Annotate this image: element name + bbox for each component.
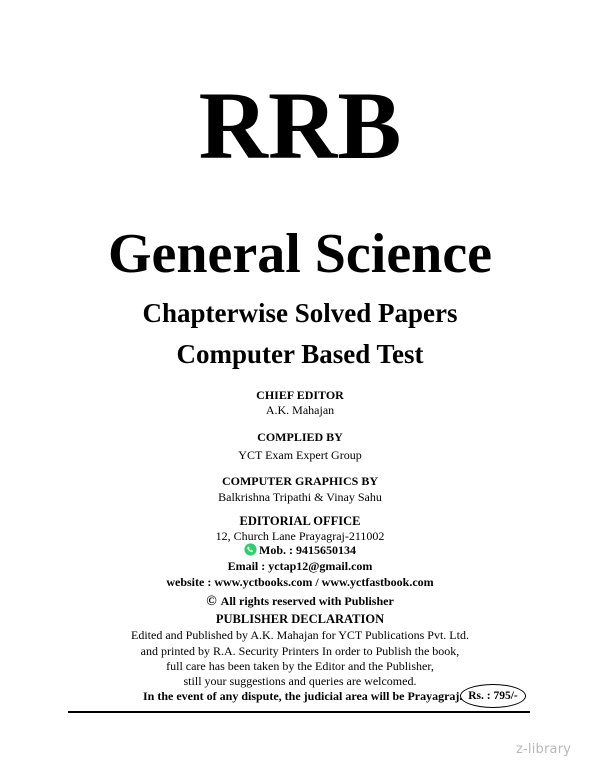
copyright-icon: ©	[206, 594, 217, 609]
mobile-number: Mob. : 9415650134	[259, 543, 356, 557]
book-subject: General Science	[107, 223, 493, 285]
editorial-office-label: EDITORIAL OFFICE	[239, 514, 361, 528]
bottom-rule	[68, 711, 530, 713]
publisher-declaration-label: PUBLISHER DECLARATION	[215, 612, 385, 626]
rights-text: All rights reserved with Publisher	[220, 594, 394, 608]
price-badge: Rs. : 795/-	[460, 684, 526, 708]
compiled-by-name: YCT Exam Expert Group	[238, 448, 362, 462]
email-line: Email : yctap12@gmail.com	[227, 559, 373, 573]
graphics-label: COMPUTER GRAPHICS BY	[221, 474, 378, 488]
website-line: website : www.yctbooks.com / www.yctfastbook.com	[166, 575, 434, 589]
declaration-line-2: and printed by R.A. Security Printers In order to Publish the book,	[140, 644, 460, 658]
office-address: 12, Church Lane Prayagraj-211002	[215, 529, 385, 543]
whatsapp-icon	[244, 543, 257, 556]
book-title: RRB	[198, 72, 402, 179]
dispute-line: In the event of any dispute, the judicial area will be Prayagraj.	[143, 689, 463, 703]
watermark: z-library	[516, 742, 572, 757]
chief-editor-label: CHIEF EDITOR	[256, 388, 344, 402]
chief-editor-name: A.K. Mahajan	[265, 403, 335, 417]
book-subtitle-2: Computer Based Test	[176, 339, 424, 369]
compiled-by-label: COMPLIED BY	[257, 430, 343, 444]
rights-line	[0, 594, 600, 610]
declaration-line-1: Edited and Published by A.K. Mahajan for YCT Publications Pvt. Ltd.	[131, 628, 469, 642]
book-subtitle-1: Chapterwise Solved Papers	[142, 298, 458, 328]
declaration-line-4: still your suggestions and queries are welcomed.	[183, 674, 417, 688]
mobile-line	[0, 543, 600, 558]
graphics-names: Balkrishna Tripathi & Vinay Sahu	[218, 490, 382, 504]
declaration-line-3: full care has been taken by the Editor and the Publisher,	[166, 659, 434, 673]
